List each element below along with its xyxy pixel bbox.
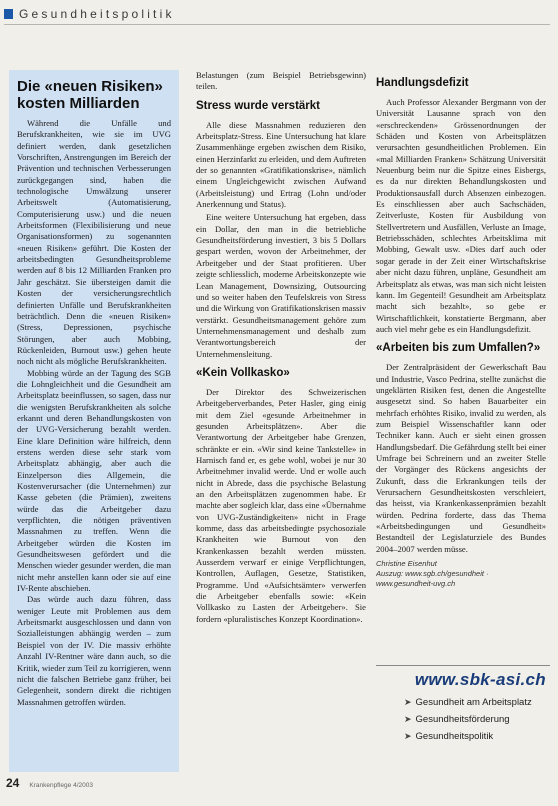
info-box [9,70,179,772]
article-paragraph: Auch Professor Alexander Bergmann von der Universität Lausanne sprach von den «erschreckenden» Grössenordnungen der Schäden und Kosten von Arbeitsplätzen verursachten gesundheitlichen Problemen. Ein «mal Milliarden Franken» Schätzung Universität Neuenburg beim nur die Spitze eines Eisbergs, es da nur direkten Behandlungskosten und Produktionsausfall durch Absenzen einbezogen. Es einschliessen aber auch Sachschäden, Zeitverluste, Kosten für Ausbildung von Stellvertretern und Ausfällen, Verluste an Image, Betriebsschäden, schlechtes Arbeitsklima mit Mobbing, Gewalt usw. «Dies darf auch oder sogar gerade in der Zeit einer Wirtschaftskrise aber nicht dazu führen, unpläne, Gesundheit am Arbeitsplatz als etwas, was man sich nicht leisten kann. Im Gegenteil! Gesundheit am Arbeitsplatz macht sich bezahlt», so gebe er Wirtschaftlichkeit, konstatierte Bergmann, aber auch viel mehr gebe es ein Handlungsdefizit. [376,97,546,334]
topic-link-label: Gesundheitsförderung [415,714,510,725]
website-link[interactable]: www.sbk-asi.ch [414,670,546,689]
website-divider [376,665,550,666]
author-name: Christine Eisenhut [376,559,437,569]
topic-link-label: Gesundheit am Arbeitsplatz [415,697,532,708]
author-sources: Auszug: www.sgb.ch/gesundheit · www.gesundheit-uvg.ch [376,569,489,589]
publication-name: Krankenpflege 4/2003 [29,782,93,789]
info-box-title: Die «neuen Risiken» kosten Milliarden [17,78,163,112]
header-rule [4,24,550,25]
arrow-right-icon: ➤ [404,697,412,707]
author-credit [376,559,546,589]
article-paragraph: Der Zentralpräsident der Gewerkschaft Bau und Industrie, Vasco Pedrina, stellte zunächst die ungeklärten Risiken fest, denen die Angestellte ausgesetzt sind. So haben Bauarbeiter ein mehrfach erhöhtes Risiko, invalid zu werden, als zum Beispiel Wissenschaftler kann oder Techniker kann. Auch er sieht einen grossen Handlungsbedarf. Die Gefährdung stellt bei einer Umfrage bei Schreinern und an zweiter Stelle der Vorgänger des Rückens angesichts der Zukunft, dass die Erkrankungen teils der Verursachern Gesundheitskosten verschleiert, das heisst, via Krankenkassenprämien bezahlt würden. Pedrina forderte, dass das Thema «Arbeitsbedingungen und Gesundheit» Bestandteil der Legislaturziele des Bundes 2004–2007 werden müsse. [376,362,546,554]
section-header [4,6,544,22]
topic-links [404,694,550,745]
article-paragraph: Der Direktor des Schweizerischen Arbeitgeberverbandes, Peter Hasler, ging einig mit dem Ziel «gesunde Arbeitnehmer in gesunden Arbeitsplätzen». Aber die Verantwortung der Arbeitgeber habe Grenzen, schränkte er ein. «Wir sind keine Tankstelle» in Harnisch fand er, es gebe wohl, wobei je nur 30 Arbeitnehmer invalid werde. Und er wolle auch nicht in Abrede, dass die psychische Belastung an den Arbeitsplätzen zugenommen habe. Er machte aber sogleich klar, dass eine «Übernahme von UVG-Zuständigkeiten» nicht in Frage komme, dass das arbeitsbedingte psychosoziale Krankheiten wie Burnout von den Krankenkassen bezahlt werden müssten. Ausserdem verwarf er einige Verpflichtungen, Kontrollen, Auflagen, Gesetze, Statistiken, Programme. Und «Aufsichtsämter» verwerfen die Arbeitgeber ebenfalls sowie: «Kein Vollkasko zu Lasten der Arbeitgeber». Sie fordern «pluralistisches Konzept Koordination». [196,386,366,624]
subheading-handlungsdefizit: Handlungsdefizit [376,77,469,89]
arrow-right-icon: ➤ [404,714,412,724]
article-paragraph: Eine weitere Untersuchung hat ergeben, dass ein Dollar, den man in die betriebliche Gesundheitsförderung investiert, 3 bis 5 Dollars gespart werden, wovon der Arbeitnehmer, der Arbeitgeber und der Staat profitieren. Uber zeigte schliesslich, moderne Arbeitskonzepte wie Lean Management, Downsizing, Outsourcing und so weiter haben den Teufelskreis von Stress und die Wirkung von Gratifikationskrisen massiv verstärkt. Gesundheitsmanagement gehöre zum Unternehmensmanagement und deshalb zum Verantwortungsbereich der Unternehmensleitung. [196,212,366,359]
info-box-paragraph: Mobbing würde an der Tagung des SGB die Lohngleichheit und die Gesundheit am Arbeitsplatz beeinflussen, so sagen, dass nur die wenigsten Berufskrankheiten als solche erkannt und deren Behandlungskosten von der UVG-Versicherung bezahlt werden. Eine klare Definition wäre hilfreich, denn erstens werden diese sehr stark vom Arbeitsplatz abhängig, aber auch die Einzelperson dies Allgemein, die Kostenverursacher (die Unternehmen) zur Kasse gebeten (die Prämien), zweitens würde das die Arbeitgeber dazu verpflichten, die nötigen präventiven Massnahmen zu treffen. Wenn die Arbeitgeber würden die Kosten im Gesundheitswesen gefördert und die Menschen wieder gesunder werden, die man nicht mehr anstellen kann oder sie auf eine IV-Rente abschieben. [17,367,171,594]
section-title: Gesundheitspolitik [19,7,175,21]
continued-paragraph: Belastungen (zum Beispiel Betriebsgewinn) teilen. [196,70,366,92]
article-paragraph: Alle diese Massnahmen reduzieren den Arbeitsplatz-Stress. Eine Untersuchung hat klare Zusammenhänge ergeben zwischen dem Risiko, einen Herzinfarkt zu erleiden, und dem Auftreten der so genannten «Gratifikationskrise», nämlich einem Ungleichgewicht zwischen Aufwand (Arbeitsleistung) und Ertrag (Lohn und/oder Anerkennung und Status). [196,119,366,210]
section-marker [4,9,13,19]
subheading-stress: Stress wurde verstärkt [196,99,321,112]
subheading-vollkasko: «Kein Vollkasko» [196,366,290,379]
topic-link-item[interactable] [404,728,550,745]
page-footer [6,776,93,790]
article-column-3 [376,70,546,772]
topic-link-item[interactable] [404,711,550,728]
topic-link-label: Gesundheitspolitik [415,731,494,742]
subheading-umfallen: «Arbeiten bis zum Umfallen?» [376,342,541,355]
arrow-right-icon: ➤ [404,731,412,741]
page-number: 24 [6,776,20,790]
article-column-2 [196,70,366,772]
info-box-paragraph: Während die Unfälle und Berufskrankheiten, wie sie im UVG definiert werden, dank gesetzlichen Vorschriften, Anstrengungen im Bereich der Prävention und technischen Verbesserungen zurückgegangen sind, haben die technologische Umwälzung unserer Arbeitswelt (Automatisierung, Computerisierung usw.) und die neuen Arbeitsformen (Flexibilisierung und neue Organisationsformen) zu sogenannten «neuen Risiken» geführt. Die Kosten der arbeitsbedingten Gesundheitsprobleme werden auf 8 bis 12 Milliarden Franken pro Jahr geschätzt. Sie übersteigen damit die Kosten der versicherungsrechtlich definierten Unfälle und Berufskrankheiten beträchtlich. Denn die «neuen Risiken» (Stress, Depressionen, psychische Störungen, aber auch Mobbing, Rückenleiden, Burnout usw.) gehen heute noch nicht als mögliche Berufskrankheiten. [17,118,171,367]
info-box-paragraph: Das würde auch dazu führen, dass weniger Leute mit Problemen aus dem Arbeitsmarkt ausgeschlossen und dann von Sozialleistungen abhängig werden – zum Beispiel von der IV. Die massiv erhöhte Anzahl IV-Rentner wäre dann auch, so die Kritik, wieder zum Teil zu korrigieren, wenn nicht die falschen Betriebe ganz früher, bei Gelegenheit, sondern direkt die richtigen Massnahmen getroffen würden. [17,594,171,707]
topic-link-item[interactable] [404,694,550,711]
